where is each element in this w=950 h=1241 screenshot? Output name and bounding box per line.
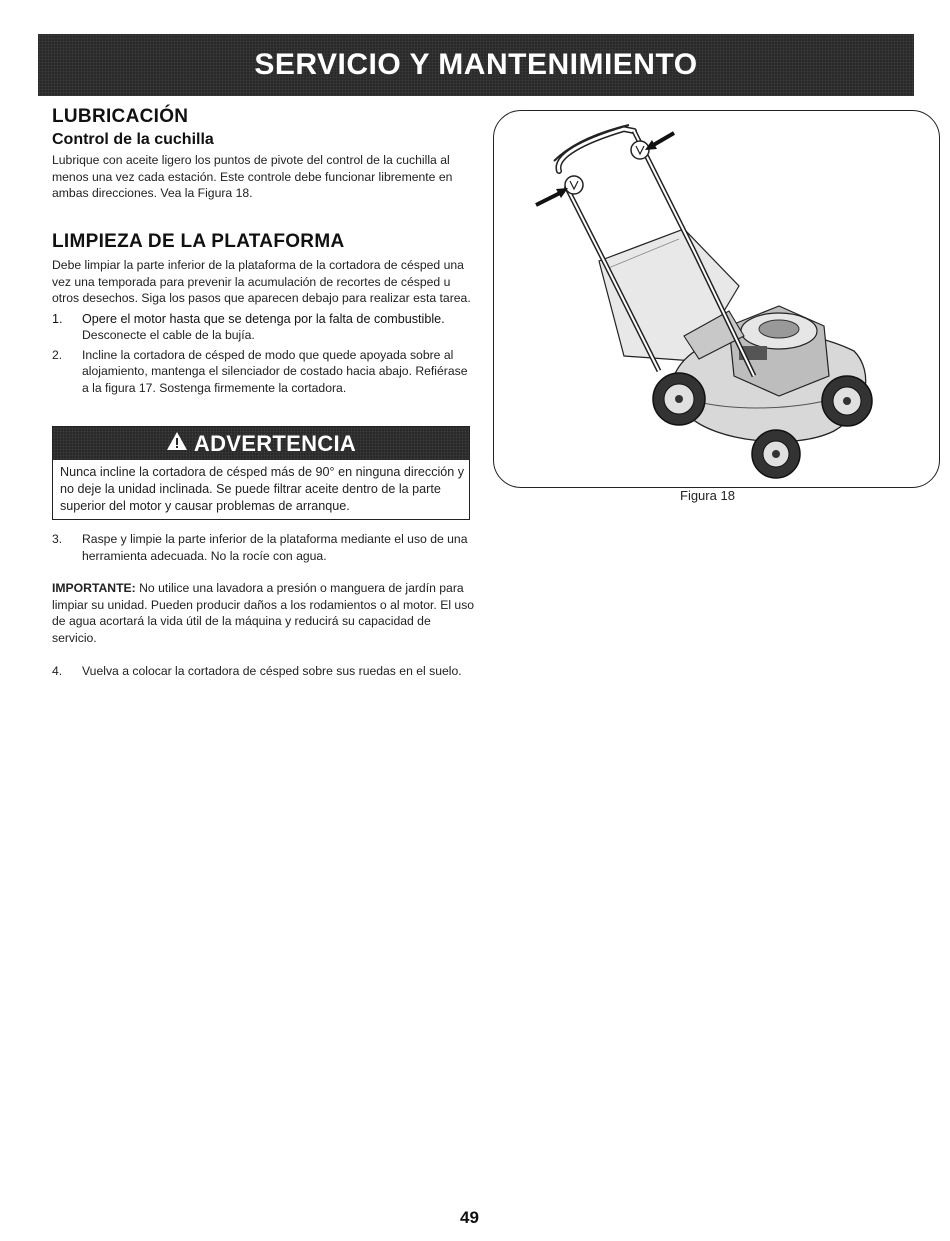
- important-label: IMPORTANTE:: [52, 581, 136, 595]
- important-note: [52, 580, 476, 646]
- deck-cleaning-continued: [52, 531, 476, 680]
- list-item: [52, 311, 476, 344]
- figure-caption: Figura 18: [680, 488, 735, 503]
- front-wheel: [752, 430, 800, 478]
- warning-header: [53, 427, 469, 460]
- warning-triangle-icon: [166, 431, 188, 456]
- warning-box: [52, 426, 470, 520]
- step-text-secondary: Desconecte el cable de la bujía.: [82, 328, 255, 342]
- warning-title: ADVERTENCIA: [193, 430, 357, 456]
- blade-control-subheading: Control de la cuchilla: [52, 131, 214, 148]
- lubrication-heading: LUBRICACIÓN: [52, 106, 189, 127]
- warning-text: Nunca incline la cortadora de césped más de 90° en ninguna dirección y no deje la unidad inclinada. Se puede filtrar aceite dentro de la parte superior del motor y causar problemas de arranque.: [60, 465, 465, 513]
- step-text: Raspe y limpie la parte inferior de la plataforma mediante el uso de una herramienta adecuada. No la rocíe con agua.: [82, 532, 468, 563]
- step-text: Opere el motor hasta que se detenga por la falta de combustible.: [82, 311, 445, 326]
- step-number: 3.: [52, 532, 63, 546]
- rear-right-wheel: [822, 376, 872, 426]
- step-number: 4.: [52, 664, 63, 678]
- step-text: Incline la cortadora de césped de modo que quede apoyada sobre al alojamiento, mantenga el silenciador de costado hacia abajo. Refiérase a la figura 17. Sostenga firmemente la cortadora.: [82, 347, 468, 395]
- step-number: 2.: [52, 347, 63, 362]
- lubrication-text: Lubrique con aceite ligero los puntos de pivote del control de la cuchilla al menos una vez cada estación. Este controle debe funcionar libremente en ambas direcciones. Vea la Figura 18.: [52, 153, 453, 200]
- list-item: [52, 347, 476, 397]
- lubrication-section: [52, 106, 476, 202]
- deck-cleaning-heading: LIMPIEZA DE LA PLATAFORMA: [52, 231, 345, 252]
- important-text: No utilice una lavadora a presión o manguera de jardín para limpiar su unidad. Pueden producir daños a los rodamientos o al motor. El uso de agua acortará la vida útil de la máquina y reducirá su capacidad de servicio.: [52, 581, 475, 645]
- rear-left-wheel: [653, 373, 705, 425]
- step-number: 1.: [52, 311, 63, 326]
- step-text: Vuelva a colocar la cortadora de césped sobre sus ruedas en el suelo.: [82, 664, 462, 678]
- deck-cleaning-section: [52, 231, 476, 396]
- section-header-banner: [38, 34, 914, 96]
- lawn-mower-illustration: [494, 111, 940, 488]
- list-item: [52, 663, 476, 680]
- deck-cleaning-intro: Debe limpiar la parte inferior de la plataforma de la cortadora de césped una vez una temporada para prevenir la acumulación de recortes de césped u otros desechos. Siga los pasos que aparecen debajo para realizar esta tarea.: [52, 258, 471, 305]
- section-title: SERVICIO Y MANTENIMIENTO: [254, 48, 698, 81]
- page-number: 49: [460, 1208, 479, 1227]
- figure-18-frame: [493, 110, 940, 488]
- list-item: [52, 531, 476, 564]
